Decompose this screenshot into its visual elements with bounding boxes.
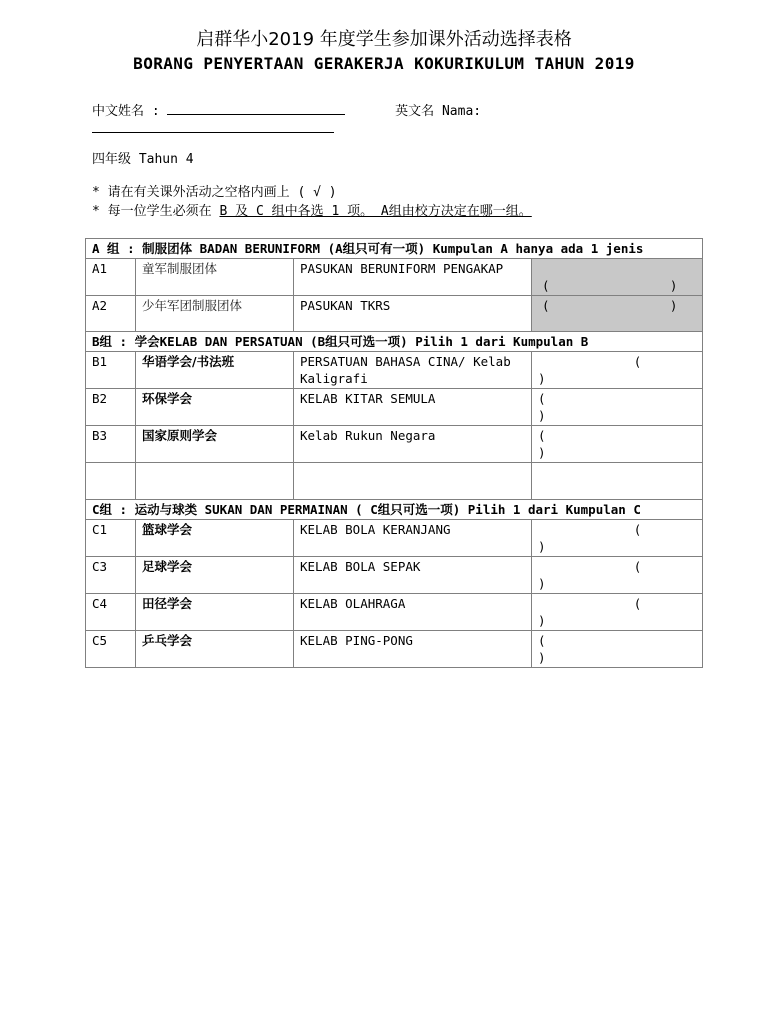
activity-name-zh: 篮球学会 xyxy=(136,520,294,557)
table-row xyxy=(86,631,703,668)
checkbox-cell[interactable] xyxy=(532,631,703,668)
instruction-2 xyxy=(92,203,532,221)
english-name-blank[interactable] xyxy=(92,118,334,133)
english-name-label: 英文名 Nama: xyxy=(395,104,482,119)
activity-name-ms: KELAB OLAHRAGA xyxy=(294,594,532,631)
activity-name-ms: PERSATUAN BAHASA CINA/ Kelab Kaligrafi xyxy=(294,352,532,389)
table-row xyxy=(86,594,703,631)
chinese-name-blank[interactable] xyxy=(167,100,345,115)
group-b-header-row xyxy=(86,332,703,352)
activity-name-zh: 华语学会/书法班 xyxy=(136,352,294,389)
check-close: ) xyxy=(538,445,546,460)
activity-name-zh: 乒乓学会 xyxy=(136,631,294,668)
instruction-2-prefix: * 每一位学生必须在 xyxy=(92,204,220,219)
activity-name-ms: PASUKAN TKRS xyxy=(294,296,532,332)
title-malay: BORANG PENYERTAAN GERAKERJA KOKURIKULUM TAHUN 2019 xyxy=(133,54,635,73)
activity-code: B1 xyxy=(86,352,136,389)
activity-code: A1 xyxy=(86,259,136,296)
activity-name-zh: 童军制服团体 xyxy=(136,259,294,296)
checkbox-cell[interactable] xyxy=(532,426,703,463)
table-row xyxy=(86,557,703,594)
activity-code: A2 xyxy=(86,296,136,332)
check-close: ) xyxy=(538,371,546,386)
check-open: ( xyxy=(633,354,642,369)
activity-code: B3 xyxy=(86,426,136,463)
check-open: ( xyxy=(538,391,546,406)
check-open: ( xyxy=(633,522,642,537)
chinese-name-label: 中文姓名 : xyxy=(92,104,160,119)
checkbox-cell[interactable] xyxy=(532,352,703,389)
checkbox-cell[interactable] xyxy=(532,296,703,332)
empty-row xyxy=(86,463,703,500)
group-c-header-row xyxy=(86,500,703,520)
check-paren: ( ) xyxy=(542,298,678,313)
checkbox-cell[interactable] xyxy=(532,389,703,426)
table-row xyxy=(86,426,703,463)
check-open: ( xyxy=(633,596,642,611)
check-close: ) xyxy=(538,576,546,591)
activity-code: C4 xyxy=(86,594,136,631)
check-open: ( xyxy=(538,428,546,443)
group-a-header-row xyxy=(86,239,703,259)
table-row xyxy=(86,352,703,389)
instruction-1: * 请在有关课外活动之空格内画上 ( √ ) xyxy=(92,185,337,200)
instruction-2-underlined: B 及 C 组中各选 1 项。 A组由校方决定在哪一组。 xyxy=(219,204,532,219)
activity-name-ms: KELAB PING-PONG xyxy=(294,631,532,668)
table-row xyxy=(86,389,703,426)
activity-name-ms: KELAB BOLA KERANJANG xyxy=(294,520,532,557)
english-name-row xyxy=(92,118,334,139)
activity-code: C3 xyxy=(86,557,136,594)
form-title-block xyxy=(0,28,768,76)
group-b-header: B组 : 学会KELAB DAN PERSATUAN (B组只可选一项) Pilih 1 dari Kumpulan B xyxy=(86,332,703,352)
activity-name-zh: 足球学会 xyxy=(136,557,294,594)
activity-name-ms: PASUKAN BERUNIFORM PENGAKAP xyxy=(294,259,532,296)
activity-name-ms: KELAB BOLA SEPAK xyxy=(294,557,532,594)
activity-code: C5 xyxy=(86,631,136,668)
checkbox-cell[interactable] xyxy=(532,259,703,296)
activity-name-zh: 国家原则学会 xyxy=(136,426,294,463)
check-close: ) xyxy=(538,539,546,554)
activity-code: B2 xyxy=(86,389,136,426)
activity-name-zh: 田径学会 xyxy=(136,594,294,631)
check-paren: ( ) xyxy=(542,278,678,293)
check-close: ) xyxy=(538,650,546,665)
table-row xyxy=(86,296,703,332)
activity-code: C1 xyxy=(86,520,136,557)
class-label: 四年级 Tahun 4 xyxy=(92,152,194,167)
table-row xyxy=(86,520,703,557)
activity-selection-table xyxy=(85,238,703,668)
group-a-header: A 组 : 制服团体 BADAN BERUNIFORM (A组只可有一项) Kumpulan A hanya ada 1 jenis xyxy=(86,239,703,259)
activity-name-ms: KELAB KITAR SEMULA xyxy=(294,389,532,426)
activity-name-ms: Kelab Rukun Negara xyxy=(294,426,532,463)
table-row xyxy=(86,259,703,296)
check-open: ( xyxy=(633,559,642,574)
activity-name-zh: 少年军团制服团体 xyxy=(136,296,294,332)
check-close: ) xyxy=(538,408,546,423)
group-c-header: C组 : 运动与球类 SUKAN DAN PERMAINAN ( C组只可选一项) Pilih 1 dari Kumpulan C xyxy=(86,500,703,520)
checkbox-cell[interactable] xyxy=(532,520,703,557)
title-chinese: 启群华小2019 年度学生参加课外活动选择表格 xyxy=(196,29,572,50)
checkbox-cell[interactable] xyxy=(532,594,703,631)
check-close: ) xyxy=(538,613,546,628)
checkbox-cell[interactable] xyxy=(532,557,703,594)
check-open: ( xyxy=(538,633,546,648)
activity-name-zh: 环保学会 xyxy=(136,389,294,426)
